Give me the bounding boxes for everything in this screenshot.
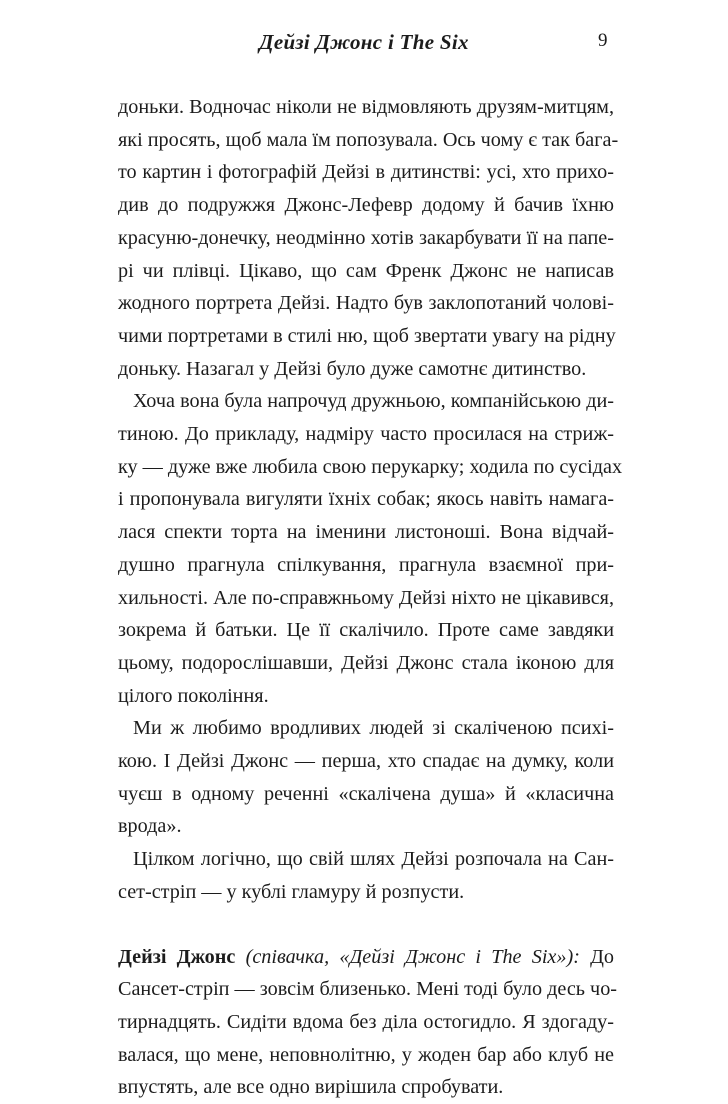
text-line: цьому, подорослішавши, Дейзі Джонс стала іконою для xyxy=(118,651,614,674)
text-line: доньку. Назагал у Дейзі було дуже самотнє дитинство. xyxy=(118,357,587,380)
speaker-name: Дейзі Джонс xyxy=(118,945,236,968)
text-line: цілого покоління. xyxy=(118,684,269,707)
section-gap xyxy=(118,909,614,941)
text-line: валася, що мене, неповнолітню, у жоден бар або клуб не xyxy=(118,1043,614,1066)
text-line: зокрема й батьки. Це її скалічило. Проте саме завдяки xyxy=(118,619,614,642)
page-body xyxy=(118,91,623,1104)
text-line: Сансет-стріп — зовсім близенько. Мені тоді було десь чо- xyxy=(118,978,618,1001)
text-line: див до подружжя Джонс-Лефевр додому й бачив їхню xyxy=(118,194,614,217)
text-line: Цілком логічно, що свій шлях Дейзі розпочала на Сан- xyxy=(133,848,614,871)
first-line-text: До xyxy=(590,945,615,968)
text-line: чими портретами в стилі ню, щоб звертати увагу на рідну xyxy=(118,324,616,347)
running-header xyxy=(0,22,728,62)
page-number: 9 xyxy=(598,30,608,51)
text-line: душно прагнула спілкування, прагнула взаємної при- xyxy=(118,553,614,576)
speaker-role: (співачка, «Дейзі Джонс і The Six»): xyxy=(245,945,580,968)
text-line: лася спекти торта на іменини листоноші. Вона відчай- xyxy=(118,521,614,544)
paragraph xyxy=(118,91,619,385)
running-title: Дейзі Джонс і The Six xyxy=(259,30,469,54)
text-line: хильності. Але по-справжньому Дейзі ніхто не цікавився, xyxy=(118,586,614,609)
paragraph xyxy=(118,712,614,843)
text-line: тирнадцять. Сидіти вдома без діла остогидло. Я здогаду- xyxy=(118,1010,614,1033)
text-line: і пропонувала вигуляти їхніх собак; якось навіть намага- xyxy=(118,488,614,511)
text-line: жодного портрета Дейзі. Надто був заклопотаний чолові- xyxy=(118,292,614,315)
text-line: ку — дуже вже любила свою перукарку; ходила по сусідах xyxy=(118,455,623,478)
text-line: рі чи плівці. Цікаво, що сам Френк Джонс не написав xyxy=(118,259,614,282)
text-line: кою. І Дейзі Джонс — перша, хто спадає на думку, коли xyxy=(118,750,614,773)
text-line: красуню-донечку, неодмінно хотів закарбувати її на папе- xyxy=(118,226,614,249)
text-line: сет-стріп — у кублі гламуру й розпусти. xyxy=(118,880,465,903)
text-line: чуєш в одному реченні «скалічена душа» й «класична xyxy=(118,782,614,805)
paragraph xyxy=(118,385,623,712)
interview-paragraph xyxy=(118,941,618,1104)
paragraph xyxy=(118,843,614,908)
text-line: Ми ж любимо вродливих людей зі скаліченою психі- xyxy=(133,717,614,740)
text-line: які просять, щоб мала їм попозувала. Ось чому є так бага- xyxy=(118,128,619,151)
text-line: тиною. До прикладу, надміру часто просилася на стриж- xyxy=(118,423,614,446)
text-line: врода». xyxy=(118,815,182,838)
text-line xyxy=(118,941,614,974)
text-line: Хоча вона була напрочуд дружньою, компанійською ди- xyxy=(133,390,614,413)
text-line: доньки. Водночас ніколи не відмовляють друзям-митцям, xyxy=(118,96,614,118)
text-line: то картин і фотографій Дейзі в дитинстві: усі, хто прихо- xyxy=(118,161,614,184)
text-line: впустять, але все одно вирішила спробувати. xyxy=(118,1076,504,1099)
